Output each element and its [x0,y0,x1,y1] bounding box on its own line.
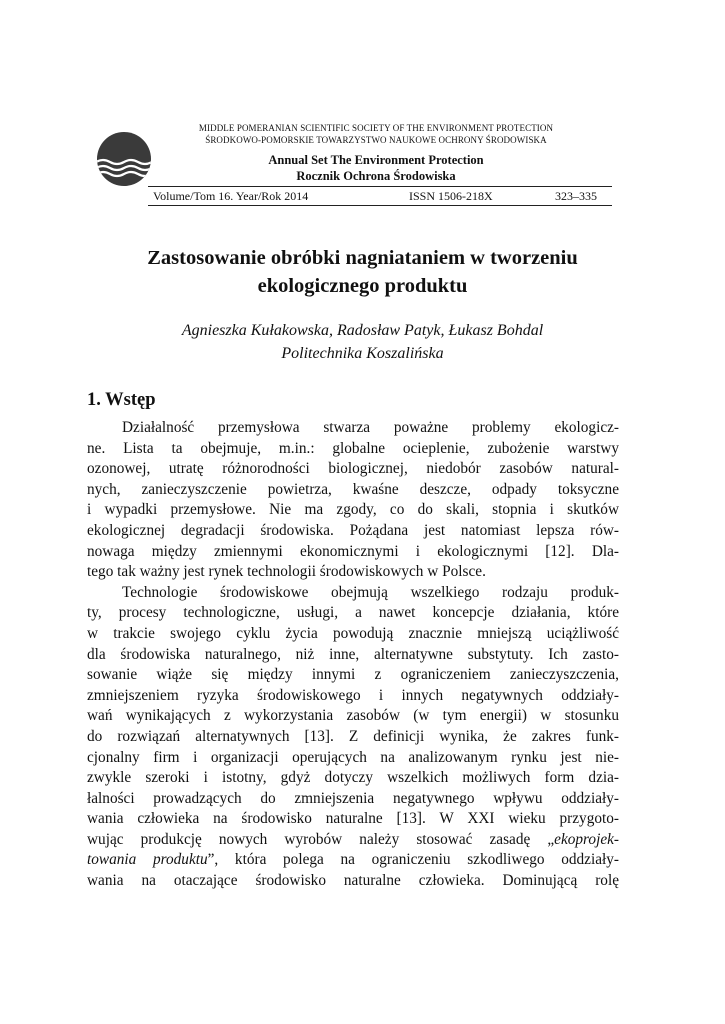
paragraph-1 [87,418,619,583]
page-range: 323–335 [555,189,597,203]
society-name-en: MIDDLE POMERANIAN SCIENTIFIC SOCIETY OF THE ENVIRONMENT PROTECTION [198,123,554,133]
journal-title-en: Annual Set The Environment Protection [268,153,484,167]
text-line [87,830,619,851]
affiliation: Politechnika Koszalińska [281,345,444,362]
text-line: wania na otaczające środowisko naturalne człowieka. Dominującą rolę [87,872,619,890]
journal-title-pl: Rocznik Ochrona Środowiska [296,169,456,183]
italic-term: ekoprojek- [554,830,619,848]
paragraph-2 [87,583,619,892]
authors: Agnieszka Kułakowska, Radosław Patyk, Łukasz Bohdal [181,322,544,339]
text-line: ne. Lista ta obejmuje, m.in.: globalne ocieplenie, zubożenie warstwy [87,439,619,457]
article-title-line-1: Zastosowanie obróbki nagniataniem w tworzeniu [147,247,578,269]
text-line: ekologicznej degradacji środowiska. Pożądana jest natomiast lepsza rów- [87,521,619,539]
italic-term: towania produktu [87,851,208,869]
issn: ISSN 1506-218X [409,189,493,203]
society-name-pl: ŚRODKOWO-POMORSKIE TOWARZYSTWO NAUKOWE OCHRONY ŚRODOWISKA [205,135,547,145]
text-line: w trakcie swojego cyklu życia powodują znacznie mniejszą uciążliwość [87,624,619,642]
header-rule-top [148,186,612,187]
society-logo-icon [96,131,152,187]
text-line: do rozwiązań alternatywnych [13]. Z definicji wynika, że zakres funk- [87,727,619,745]
text-line: ty, procesy technologiczne, usługi, a nawet koncepcje działania, które [87,604,619,622]
text-line: ozonowej, utratę różnorodności biologicznej, niedobór zasobów natural- [87,460,619,478]
header-rule-bottom [148,205,612,206]
text-line: zmniejszeniem ryzyka środowiskowego i innych negatywnych oddziały- [87,686,619,704]
text-line: tego tak ważny jest rynek technologii środowiskowych w Polsce. [87,563,486,581]
text-line: Technologie środowiskowe obejmują wszelkiego rodzaju produk- [122,583,619,601]
text-line: nowaga między zmiennymi ekonomicznymi i ekologicznymi [12]. Dla- [87,542,619,560]
text-line: cjonalny firm i organizacji operujących na analizowanym rynku jest nie- [87,748,619,766]
body-text [87,418,619,892]
text-line: i wypadki przemysłowe. Nie ma zgody, co do skali, stopnia i skutków [87,501,619,519]
volume-info: Volume/Tom 16. Year/Rok 2014 [153,189,309,203]
text-line: łalności prowadzących do zmniejszenia negatywnego wpływu oddziały- [87,789,619,807]
text-line: dla środowiska naturalnego, niż inne, alternatywne substytuty. Ich zasto- [87,645,619,663]
text-fragment: ”, która polega na ograniczeniu szkodliwego oddziały- [207,851,619,869]
text-line: nych, zanieczyszczenie powietrza, kwaśne deszcze, odpady toksyczne [87,480,619,498]
text-line: sowanie wiąże się między innymi z ograniczeniem zanieczyszczenia, [87,666,619,684]
text-line: Działalność przemysłowa stwarza poważne problemy ekologicz- [122,419,619,436]
section-heading: 1. Wstęp [87,390,156,410]
text-line: wania człowieka na środowisko naturalne [13]. W XXI wieku przygoto- [87,810,619,828]
text-line: wań wynikających z wykorzystania zasobów (w tym energii) w stosunku [87,707,619,725]
text-fragment: wując produkcję nowych wyrobów należy stosować zasadę „ [87,830,555,848]
text-line [87,850,619,871]
text-line: zwykle szeroki i istotny, gdyż dotyczy wszelkich możliwych form dzia- [87,769,619,787]
article-title-line-2: ekologicznego produktu [257,275,468,297]
